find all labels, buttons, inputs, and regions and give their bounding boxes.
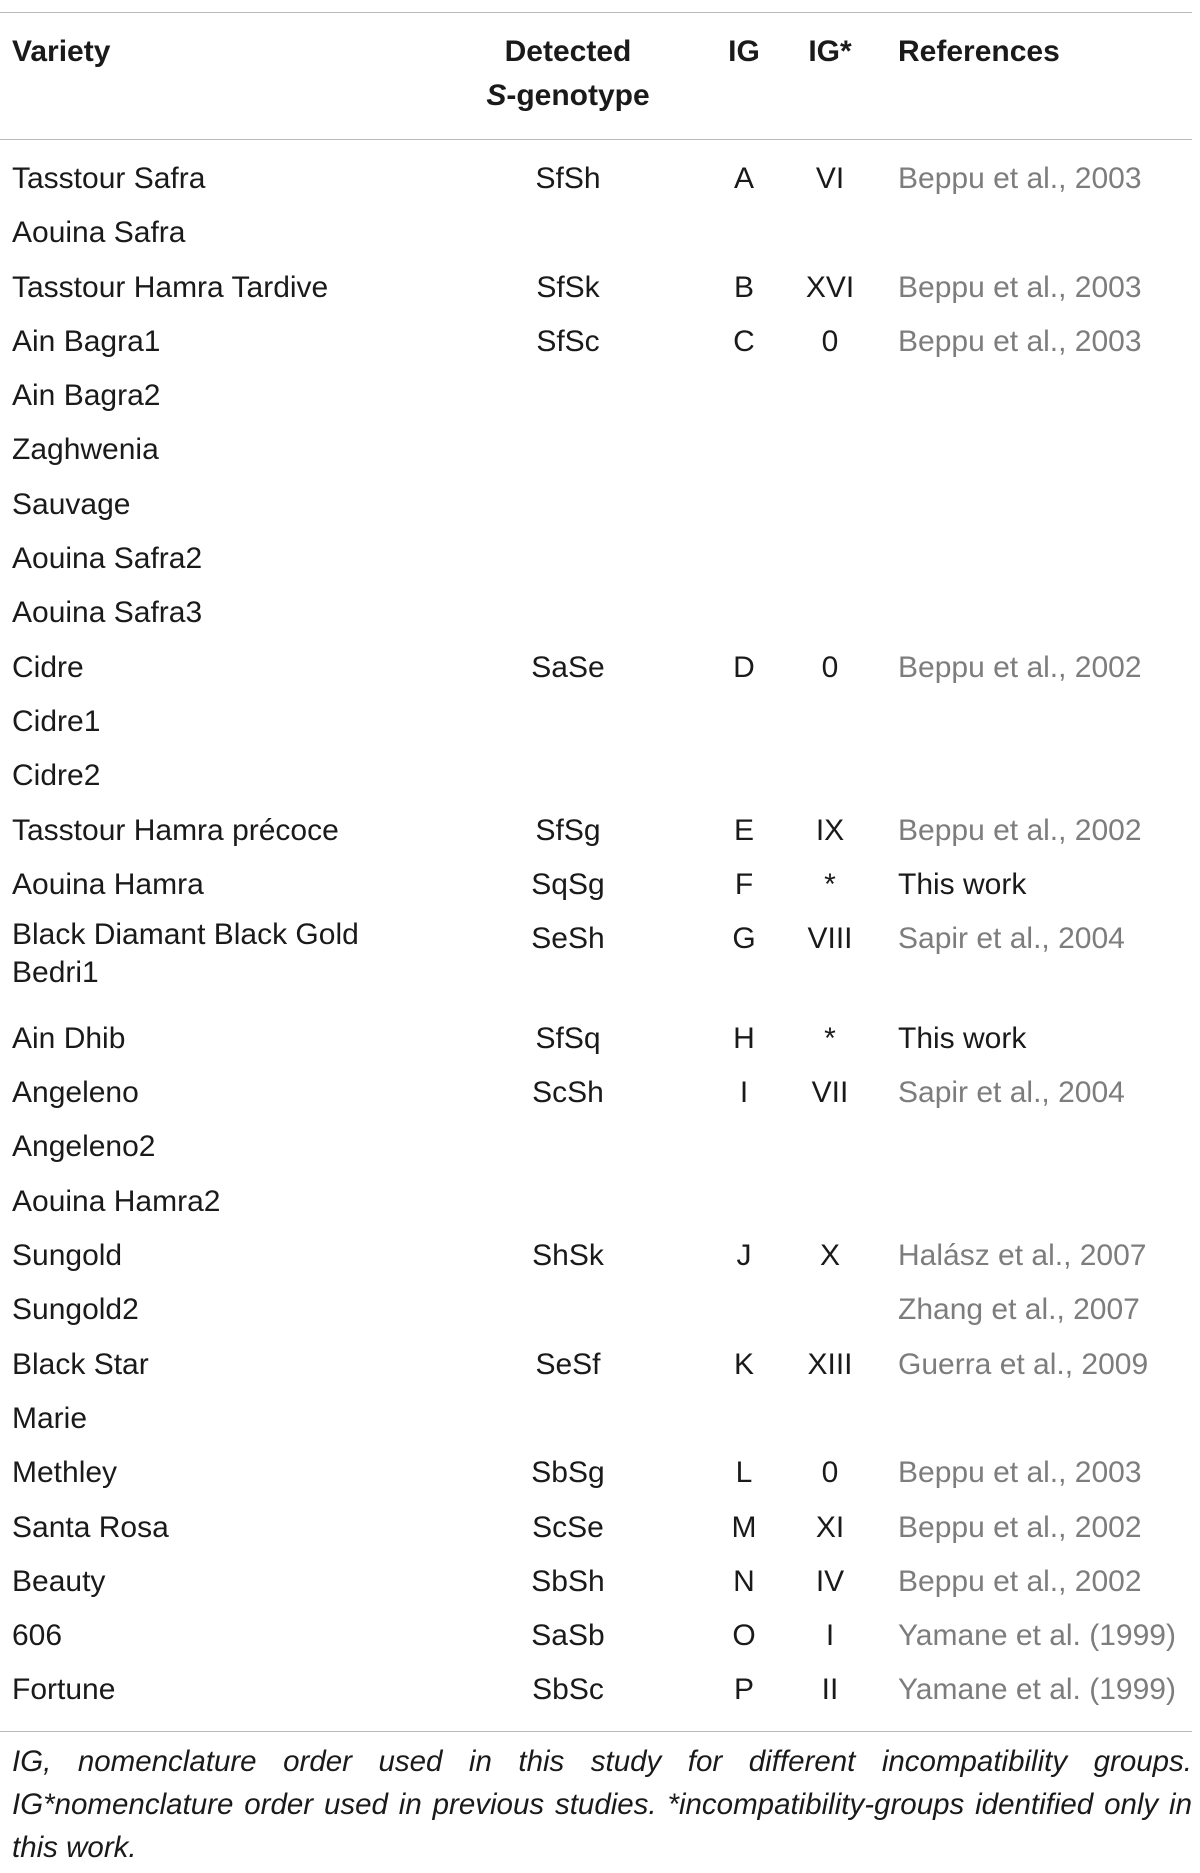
reference-cell: Yamane et al. (1999) xyxy=(898,1619,1176,1653)
variety-cell: Tasstour Safra xyxy=(12,162,206,195)
table-body xyxy=(0,152,1200,1718)
genotype-cell: SfSk xyxy=(536,270,600,304)
reference-cell: Sapir et al., 2004 xyxy=(898,1076,1125,1110)
ig-star-cell: 0 xyxy=(821,650,839,684)
reference-cell: Beppu et al., 2003 xyxy=(898,1456,1142,1490)
reference-cell: Yamane et al. (1999) xyxy=(898,1673,1176,1707)
table-row xyxy=(0,804,1200,858)
variety-cell: Black Star xyxy=(12,1347,149,1381)
variety-cell: Ain Bagra1 xyxy=(12,324,161,358)
reference-cell: This work xyxy=(898,1021,1027,1055)
ig-star-cell: I xyxy=(825,1619,835,1653)
table-row xyxy=(0,912,1200,1012)
table-row xyxy=(0,532,1200,586)
reference-cell: Beppu et al., 2002 xyxy=(898,650,1142,684)
header-variety: Variety xyxy=(12,35,111,68)
variety-cell: Sauvage xyxy=(12,487,131,521)
ig-cell: F xyxy=(734,867,754,901)
reference-cell: Sapir et al., 2004 xyxy=(898,922,1125,956)
table-row xyxy=(0,1175,1200,1229)
table-row xyxy=(0,1012,1200,1066)
header-detected-line2 xyxy=(468,74,668,118)
ig-star-cell: 0 xyxy=(821,324,839,358)
header-ig: IG xyxy=(728,35,760,68)
table-row xyxy=(0,478,1200,532)
ig-star-cell: * xyxy=(824,867,836,901)
ig-star-cell: X xyxy=(819,1239,840,1273)
variety-cell: Angeleno xyxy=(12,1076,139,1110)
variety-cell: Tasstour Hamra précoce xyxy=(12,813,339,847)
variety-cell: Aouina Hamra xyxy=(12,867,204,901)
variety-cell: Santa Rosa xyxy=(12,1510,169,1544)
reference-cell: Halász et al., 2007 xyxy=(898,1239,1147,1273)
reference-cell: Zhang et al., 2007 xyxy=(898,1293,1140,1327)
genotype-cell: SfSh xyxy=(535,162,601,195)
table-row xyxy=(0,695,1200,749)
ig-cell: D xyxy=(733,650,755,684)
variety-cell: Methley xyxy=(12,1456,118,1490)
table-row xyxy=(0,1392,1200,1446)
genotype-cell: ScSh xyxy=(532,1076,604,1110)
header-detected-s-genotype xyxy=(468,30,668,118)
variety-cell: Aouina Safra3 xyxy=(12,596,203,630)
genotype-cell: SfSc xyxy=(536,324,600,358)
table-row xyxy=(0,1229,1200,1283)
table-row xyxy=(0,1120,1200,1174)
variety-cell: Sungold xyxy=(12,1239,123,1273)
ig-cell: J xyxy=(736,1239,752,1273)
genotype-cell: ScSe xyxy=(532,1510,604,1544)
table-row xyxy=(0,315,1200,369)
ig-star-cell: II xyxy=(821,1673,839,1707)
table-row xyxy=(0,586,1200,640)
header-rule xyxy=(0,139,1192,140)
ig-cell: B xyxy=(733,270,754,304)
table-row xyxy=(0,1283,1200,1337)
reference-cell: Beppu et al., 2002 xyxy=(898,813,1142,847)
ig-cell: M xyxy=(731,1510,757,1544)
top-rule xyxy=(0,12,1192,13)
header-detected-s: S xyxy=(486,79,507,112)
reference-cell: Beppu et al., 2003 xyxy=(898,162,1142,195)
table-row xyxy=(0,261,1200,315)
ig-star-cell: IX xyxy=(815,813,845,847)
reference-cell: Beppu et al., 2002 xyxy=(898,1564,1142,1598)
variety-cell: 606 xyxy=(12,1619,63,1653)
ig-cell: K xyxy=(733,1347,754,1381)
genotype-cell: SeSf xyxy=(535,1347,601,1381)
table-row xyxy=(0,749,1200,803)
ig-cell: H xyxy=(733,1021,755,1055)
genotype-cell: SbSg xyxy=(531,1456,605,1490)
ig-cell: L xyxy=(735,1456,753,1490)
reference-cell: This work xyxy=(898,867,1027,901)
ig-star-cell: XI xyxy=(815,1510,845,1544)
variety-cell: Ain Bagra2 xyxy=(12,379,161,413)
table-row xyxy=(0,1446,1200,1500)
variety-cell: Marie xyxy=(12,1401,88,1435)
table-row xyxy=(0,1555,1200,1609)
ig-star-cell: * xyxy=(824,1021,836,1055)
ig-star-cell: IV xyxy=(815,1564,845,1598)
header-detected-line1: Detected xyxy=(504,35,632,68)
variety-cell: Tasstour Hamra Tardive xyxy=(12,270,329,304)
variety-cell: Zaghwenia xyxy=(12,433,159,467)
genotype-cell: SaSe xyxy=(531,650,605,684)
table-row xyxy=(0,423,1200,477)
table-row xyxy=(0,152,1200,206)
variety-cell: Aouina Safra xyxy=(12,216,186,250)
ig-star-cell: XVI xyxy=(805,270,855,304)
table-row xyxy=(0,1663,1200,1717)
ig-star-cell: XIII xyxy=(807,1347,853,1381)
table-row xyxy=(0,1066,1200,1120)
reference-cell: Guerra et al., 2009 xyxy=(898,1347,1149,1381)
variety-cell: Ain Dhib xyxy=(12,1021,126,1055)
header-references: References xyxy=(898,35,1060,68)
table-row xyxy=(0,206,1200,260)
variety-cell: Sungold2 xyxy=(12,1293,139,1327)
ig-cell: I xyxy=(739,1076,749,1110)
ig-cell: N xyxy=(733,1564,755,1598)
ig-star-cell: VIII xyxy=(807,922,853,956)
variety-cell: Aouina Safra2 xyxy=(12,542,203,576)
ig-cell: C xyxy=(733,324,755,358)
genotype-cell: SbSc xyxy=(532,1673,604,1707)
table-row xyxy=(0,641,1200,695)
genotype-cell: SbSh xyxy=(531,1564,605,1598)
ig-cell: A xyxy=(733,162,754,195)
genotype-cell: SfSg xyxy=(535,813,601,847)
table-row xyxy=(0,858,1200,912)
variety-cell: Aouina Hamra2 xyxy=(12,1184,221,1218)
reference-cell: Beppu et al., 2003 xyxy=(898,270,1142,304)
ig-cell: O xyxy=(732,1619,756,1653)
table-row xyxy=(0,369,1200,423)
header-ig-star: IG* xyxy=(808,35,852,68)
ig-star-cell: VII xyxy=(811,1076,849,1110)
genotype-cell: SqSg xyxy=(531,867,605,901)
ig-star-cell: 0 xyxy=(821,1456,839,1490)
bottom-rule xyxy=(0,1731,1192,1732)
variety-cell: Fortune xyxy=(12,1673,116,1707)
variety-cell: Cidre1 xyxy=(12,704,101,738)
ig-cell: G xyxy=(732,922,756,956)
table-row xyxy=(0,1338,1200,1392)
table-row xyxy=(0,1609,1200,1663)
variety-cell: Angeleno2 xyxy=(12,1130,156,1164)
genotype-cell: SeSh xyxy=(531,922,605,956)
variety-cell: Beauty xyxy=(12,1564,106,1598)
genotype-cell: SaSb xyxy=(531,1619,605,1653)
reference-cell: Beppu et al., 2003 xyxy=(898,324,1142,358)
table-footnote: IG, nomenclature order used in this study for different incompatibility groups. IG*nomenclature order used in previous studies. *incompatibility-groups identified only in this work. xyxy=(12,1745,1192,1864)
genotype-cell: ShSk xyxy=(532,1239,604,1273)
ig-cell: P xyxy=(733,1673,754,1707)
variety-cell: Black Diamant Black Gold Bedri1 xyxy=(12,918,359,990)
table-row xyxy=(0,1501,1200,1555)
variety-cell: Cidre2 xyxy=(12,759,101,793)
header-detected-rest: -genotype xyxy=(506,79,650,112)
ig-cell: E xyxy=(733,813,754,847)
ig-star-cell: VI xyxy=(815,162,845,195)
genotype-cell: SfSq xyxy=(535,1021,601,1055)
variety-cell: Cidre xyxy=(12,650,84,684)
reference-cell: Beppu et al., 2002 xyxy=(898,1510,1142,1544)
